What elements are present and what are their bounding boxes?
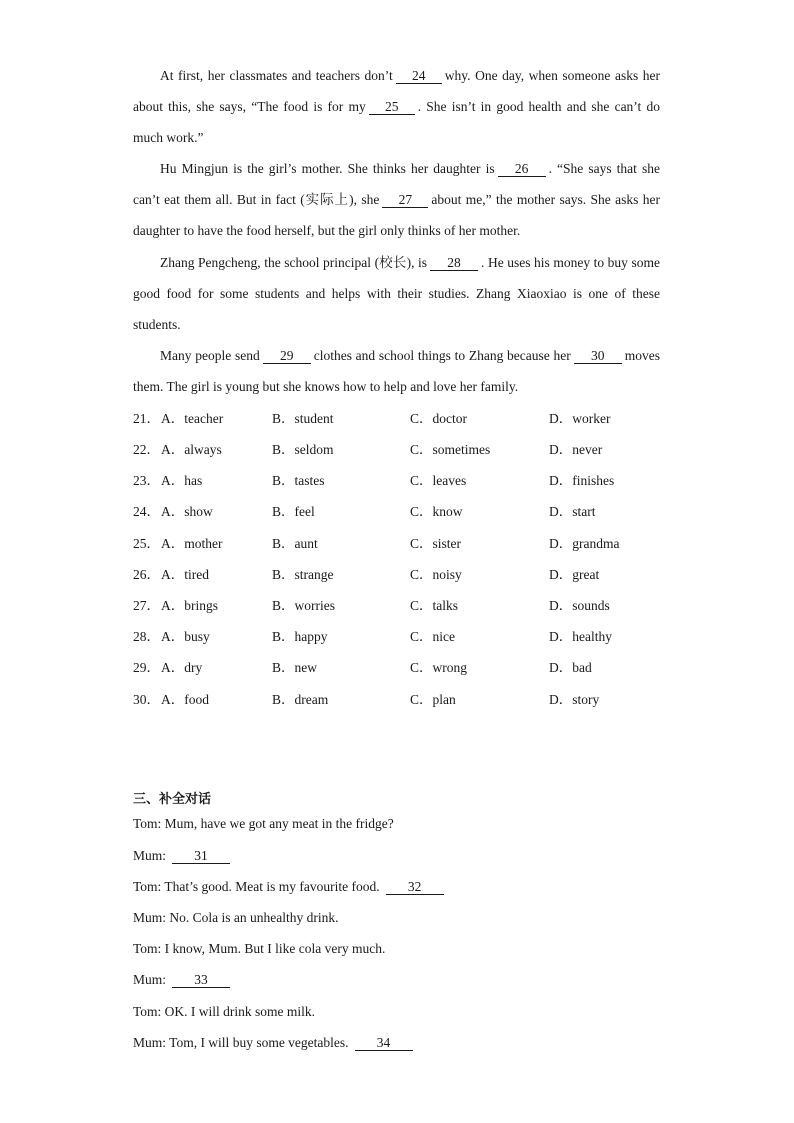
section-title: 三、补全对话	[133, 792, 212, 807]
blank-24: 24	[396, 68, 442, 84]
option-c: C．know	[410, 504, 463, 519]
option-b: B．strange	[272, 567, 334, 582]
dialogue-text: Mum:	[133, 972, 167, 987]
option-a: A．show	[161, 504, 213, 519]
passage-text: . “She says that she can’t eat them all. But in fact (实际上), she	[133, 161, 660, 208]
option-d: D．great	[549, 567, 600, 582]
option-d: D．worker	[549, 411, 611, 426]
dialogue-line	[133, 814, 394, 834]
option-c: C．doctor	[410, 411, 467, 426]
question-number: 30．	[133, 692, 160, 707]
blank-30: 30	[574, 348, 622, 364]
option-b: B．feel	[272, 504, 315, 519]
passage-paragraph-1	[133, 60, 660, 154]
option-b: B．aunt	[272, 536, 318, 551]
option-b: B．dream	[272, 692, 329, 707]
option-d: D．sounds	[549, 598, 610, 613]
option-a: A．dry	[161, 660, 203, 675]
option-a: A．teacher	[161, 411, 224, 426]
question-number: 28．	[133, 629, 160, 644]
option-b: B．worries	[272, 598, 335, 613]
option-d: D．never	[549, 442, 603, 457]
option-b: B．student	[272, 411, 334, 426]
question-number: 25．	[133, 536, 160, 551]
option-c: C．nice	[410, 629, 455, 644]
option-c: C．sometimes	[410, 442, 491, 457]
option-a: A．busy	[161, 629, 210, 644]
dialogue-text: Mum: No. Cola is an unhealthy drink.	[133, 910, 339, 925]
option-d: D．bad	[549, 660, 592, 675]
blank-29: 29	[263, 348, 311, 364]
option-d: D．story	[549, 692, 600, 707]
option-a: A．always	[161, 442, 222, 457]
dialogue-line	[133, 939, 385, 959]
option-b: B．new	[272, 660, 317, 675]
dialogue-text: Mum: Tom, I will buy some vegetables.	[133, 1035, 349, 1050]
option-a: A．has	[161, 473, 203, 488]
option-c: C．leaves	[410, 473, 467, 488]
dialogue-line	[133, 846, 230, 866]
blank-28: 28	[430, 255, 478, 271]
blank-25: 25	[369, 99, 415, 115]
option-a: A．mother	[161, 536, 223, 551]
question-number: 24．	[133, 504, 160, 519]
option-b: B．tastes	[272, 473, 325, 488]
option-d: D．finishes	[549, 473, 615, 488]
dialogue-line	[133, 1002, 315, 1022]
option-c: C．noisy	[410, 567, 462, 582]
dialogue-line	[133, 877, 444, 897]
dialogue-line	[133, 970, 230, 990]
dialogue-text: Tom: I know, Mum. But I like cola very much.	[133, 941, 386, 956]
passage-text: why. One day, when someone asks her about this, she says, “The food is for my	[133, 68, 660, 115]
option-a: A．food	[161, 692, 209, 707]
question-number: 26．	[133, 567, 160, 582]
option-c: C．plan	[410, 692, 456, 707]
blank-32: 32	[386, 879, 444, 895]
dialogue-line	[133, 908, 338, 928]
option-c: C．wrong	[410, 660, 467, 675]
blank-34: 34	[355, 1035, 413, 1051]
passage-text: Many people send	[160, 348, 260, 363]
question-number: 21．	[133, 411, 160, 426]
passage-text: about me,” the mother says. She asks her daughter to have the food herself, but the girl only thinks of her mother.	[133, 192, 660, 239]
option-b: B．seldom	[272, 442, 334, 457]
passage-text: moves them. The girl is young but she knows how to help and love her family.	[133, 348, 660, 395]
question-number: 22．	[133, 442, 160, 457]
blank-31: 31	[172, 848, 230, 864]
option-d: D．start	[549, 504, 596, 519]
option-a: A．brings	[161, 598, 218, 613]
question-number: 27．	[133, 598, 160, 613]
blank-27: 27	[382, 192, 428, 208]
passage-text: . He uses his money to buy some good food for some students and helps with their studies. Zhang Xiaoxiao is one of these students.	[133, 255, 660, 333]
passage-paragraph-2	[133, 153, 660, 247]
option-d: D．healthy	[549, 629, 612, 644]
blank-33: 33	[172, 972, 230, 988]
passage-text: Hu Mingjun is the girl’s mother. She thinks her daughter is	[160, 161, 495, 176]
dialogue-text: Mum:	[133, 848, 167, 863]
blank-26: 26	[498, 161, 546, 177]
dialogue-line	[133, 1033, 413, 1053]
option-d: D．grandma	[549, 536, 620, 551]
option-b: B．happy	[272, 629, 328, 644]
passage-text: . She isn’t in good health and she can’t do much work.”	[133, 99, 660, 146]
dialogue-text: Tom: That’s good. Meat is my favourite food.	[133, 879, 380, 894]
option-c: C．talks	[410, 598, 459, 613]
option-a: A．tired	[161, 567, 209, 582]
passage-text: clothes and school things to Zhang because her	[313, 348, 571, 363]
passage-text: At first, her classmates and teachers don’t	[160, 68, 393, 83]
passage-paragraph-4	[133, 340, 660, 402]
question-number: 23．	[133, 473, 160, 488]
option-c: C．sister	[410, 536, 462, 551]
passage-text: Zhang Pengcheng, the school principal (校长), is	[160, 255, 428, 270]
passage-paragraph-3	[133, 247, 660, 341]
question-number: 29．	[133, 660, 160, 675]
dialogue-text: Tom: Mum, have we got any meat in the fridge?	[133, 816, 394, 831]
dialogue-text: Tom: OK. I will drink some milk.	[133, 1004, 316, 1019]
